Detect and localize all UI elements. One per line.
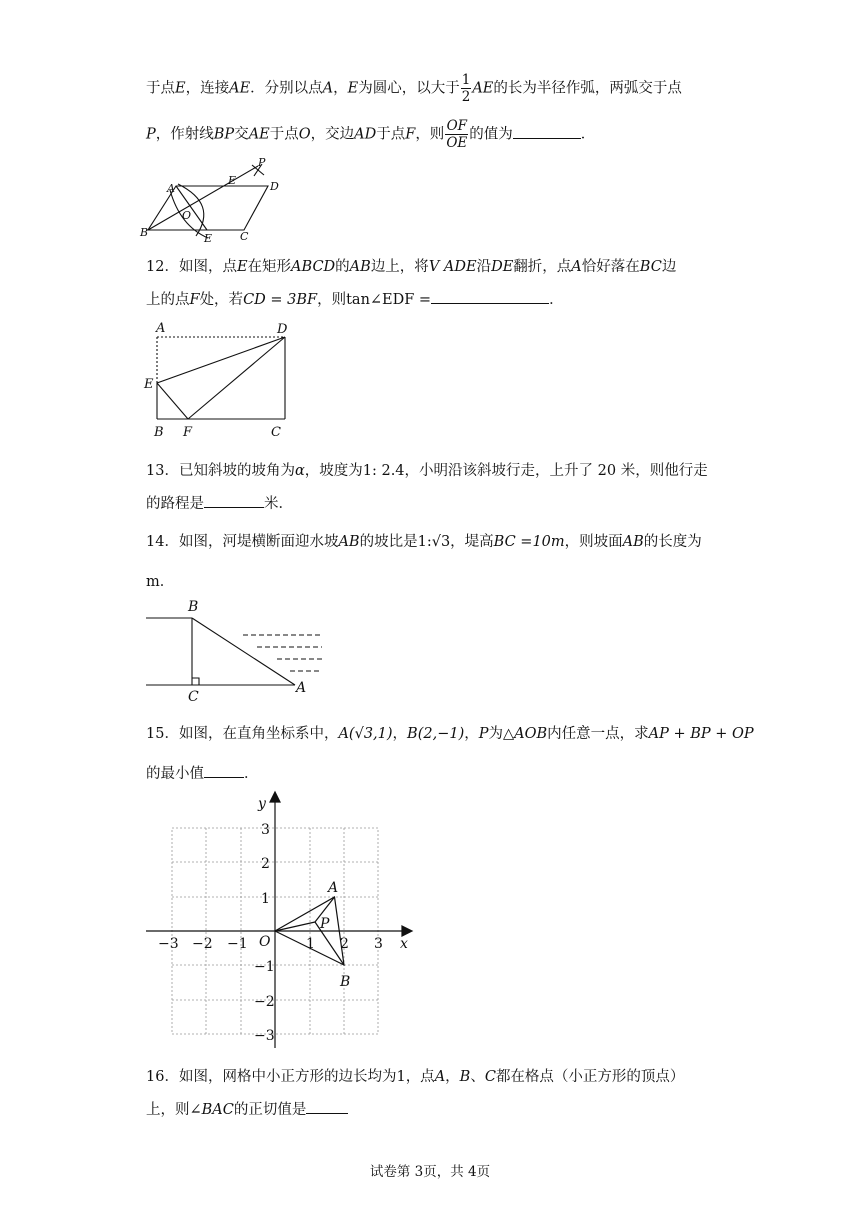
text: α bbox=[294, 463, 305, 479]
x-tick-label: −2 bbox=[192, 936, 213, 952]
text: 14．如图，河堤横断面迎水坡 bbox=[146, 534, 339, 550]
q15-line2 bbox=[146, 762, 259, 783]
text: AE bbox=[248, 126, 270, 143]
text: ， bbox=[333, 80, 348, 97]
y-tick-label: 3 bbox=[261, 822, 270, 838]
parallelogram-abcd bbox=[148, 186, 268, 230]
text: 1:√3 bbox=[417, 534, 451, 550]
text: 的值为 bbox=[469, 126, 513, 143]
q16-line2 bbox=[146, 1098, 348, 1119]
label-e-bottom: E bbox=[204, 232, 213, 245]
text: m． bbox=[146, 574, 175, 590]
text: 1 bbox=[396, 1069, 406, 1085]
y-tick-label: −3 bbox=[254, 1028, 275, 1044]
text: 16．如图，网格中小正方形的边长均为 bbox=[146, 1069, 397, 1085]
text: 上的点 bbox=[146, 292, 190, 308]
text: ，作射线 bbox=[155, 126, 214, 143]
label-e-top: E bbox=[228, 174, 237, 187]
q12-line2 bbox=[146, 288, 564, 309]
text: CD = 3BF bbox=[243, 292, 318, 308]
text: ∠BAC bbox=[189, 1102, 234, 1118]
text: F bbox=[189, 292, 200, 308]
text: B(2,−1) bbox=[407, 726, 465, 742]
text: △AOB bbox=[503, 726, 548, 742]
q16-line1 bbox=[146, 1065, 684, 1086]
label-a: A bbox=[296, 680, 307, 696]
q15-coordinate-figure bbox=[140, 786, 420, 1056]
text: E bbox=[175, 80, 186, 97]
text: 的长度为 bbox=[643, 534, 702, 550]
text: 13．已知斜坡的坡角为 bbox=[146, 463, 295, 479]
text: 恰好落在 bbox=[581, 259, 640, 275]
label-c: C bbox=[271, 425, 281, 440]
y-tick-label: −1 bbox=[254, 959, 275, 975]
text: O bbox=[298, 126, 311, 143]
text: ，则坡面 bbox=[564, 534, 623, 550]
label-a: A bbox=[167, 182, 175, 195]
q14-embankment-figure bbox=[140, 596, 330, 706]
text: 15．如图，在直角坐标系中， bbox=[146, 726, 339, 742]
label-y: y bbox=[258, 796, 266, 812]
text: 沿 bbox=[476, 259, 492, 275]
text: 内任意一点，求 bbox=[547, 726, 649, 742]
segment-ef bbox=[157, 383, 188, 419]
text: AP + BP + OP bbox=[648, 726, 754, 742]
x-tick-label: 1 bbox=[306, 936, 315, 952]
text: ．分别以点 bbox=[250, 80, 323, 97]
text: 的长为半径作弧，两弧交于点 bbox=[493, 80, 682, 97]
text: 的路程是 bbox=[146, 496, 204, 512]
answer-blank bbox=[431, 302, 549, 304]
text: 的最小值 bbox=[146, 766, 204, 782]
answer-blank bbox=[204, 506, 264, 508]
label-o: O bbox=[259, 934, 271, 950]
text: 1: 2.4 bbox=[362, 463, 405, 479]
label-a: A bbox=[328, 880, 339, 896]
y-tick-label: −2 bbox=[254, 994, 275, 1010]
label-b: B bbox=[154, 425, 164, 440]
x-tick-label: 2 bbox=[340, 936, 349, 952]
text: tan∠EDF = bbox=[346, 292, 432, 308]
text: ， bbox=[464, 726, 479, 742]
text: 上，则 bbox=[146, 1102, 190, 1118]
text: 边上，将 bbox=[370, 259, 429, 275]
text: ， bbox=[445, 1069, 460, 1085]
x-tick-label: 3 bbox=[374, 936, 383, 952]
text: E bbox=[236, 259, 248, 275]
answer-blank bbox=[306, 1112, 348, 1114]
right-angle-mark bbox=[192, 678, 199, 685]
text: 于点 bbox=[376, 126, 406, 143]
q13-line2 bbox=[146, 492, 293, 513]
text: 的坡比是 bbox=[359, 534, 418, 550]
label-o: O bbox=[182, 209, 192, 222]
text: ，则 bbox=[415, 126, 445, 143]
text: 为 bbox=[488, 726, 503, 742]
text: A bbox=[322, 80, 334, 97]
label-p: P bbox=[258, 156, 266, 169]
label-b: B bbox=[188, 599, 199, 615]
q13-line1 bbox=[146, 459, 708, 480]
label-d: D bbox=[277, 322, 288, 337]
text: 为圆心，以大于 bbox=[358, 80, 460, 97]
label-b: B bbox=[340, 974, 351, 990]
y-axis-arrow bbox=[270, 792, 280, 802]
text: 翻折，点 bbox=[513, 259, 572, 275]
q12-line1 bbox=[146, 255, 676, 276]
text: B bbox=[459, 1069, 471, 1085]
text: P bbox=[146, 126, 156, 143]
text: ． bbox=[244, 766, 259, 782]
text: AB bbox=[622, 534, 644, 550]
label-b: B bbox=[140, 226, 149, 239]
text: A(√3,1) bbox=[338, 726, 393, 742]
q11-line2 bbox=[146, 118, 595, 151]
text: AE bbox=[229, 80, 251, 97]
text: E bbox=[347, 80, 359, 97]
q12-rectangle-figure bbox=[140, 318, 300, 440]
text: V ADE bbox=[428, 259, 477, 275]
text: ，坡度为 bbox=[304, 463, 363, 479]
text: BP bbox=[213, 126, 235, 143]
text: DE bbox=[491, 259, 514, 275]
text: BC bbox=[639, 259, 662, 275]
slope-ab bbox=[192, 618, 295, 685]
text: AD bbox=[354, 126, 377, 143]
text: 都在格点（小正方形的顶点） bbox=[495, 1069, 685, 1085]
text: 在矩形 bbox=[247, 259, 292, 275]
page-footer: 试卷第 3页，共 4页 bbox=[369, 1164, 491, 1180]
text: ，连接 bbox=[185, 80, 230, 97]
q14-line2 bbox=[146, 570, 174, 591]
text: ． bbox=[549, 292, 564, 308]
text: 于点 bbox=[269, 126, 299, 143]
text: AB bbox=[338, 534, 360, 550]
y-tick-label: 2 bbox=[261, 856, 270, 872]
q11-line1 bbox=[146, 72, 682, 105]
segment-op bbox=[275, 922, 315, 931]
text: AB bbox=[349, 259, 371, 275]
q15-line1 bbox=[146, 722, 754, 743]
text: ，则 bbox=[317, 292, 347, 308]
text: 处，若 bbox=[199, 292, 244, 308]
label-c: C bbox=[188, 689, 199, 705]
text: ． bbox=[580, 126, 596, 143]
text: A bbox=[571, 259, 582, 275]
segment-ed bbox=[157, 337, 285, 383]
label-a: A bbox=[156, 321, 166, 336]
fraction-one-half: $\frac{1}{2}$ bbox=[461, 72, 471, 105]
text: 、 bbox=[470, 1069, 485, 1085]
text: 12．如图，点 bbox=[146, 259, 237, 275]
text: F bbox=[405, 126, 416, 143]
fraction-of-oe: $\frac{OF}{OE}$ bbox=[446, 118, 468, 151]
text: ，堤高 bbox=[450, 534, 494, 550]
x-tick-label: −1 bbox=[227, 936, 248, 952]
text: 于点 bbox=[146, 80, 175, 97]
label-e: E bbox=[144, 377, 154, 392]
x-axis-arrow bbox=[402, 926, 412, 936]
label-c: C bbox=[240, 230, 249, 243]
text: 交 bbox=[234, 126, 249, 143]
label-p: P bbox=[320, 916, 330, 932]
text: ，点 bbox=[405, 1069, 435, 1085]
text: ，交边 bbox=[310, 126, 355, 143]
label-d: D bbox=[270, 180, 279, 193]
text: 的 bbox=[335, 259, 350, 275]
text: P bbox=[478, 726, 489, 742]
text: A bbox=[434, 1069, 446, 1085]
text: ，小明沿该斜坡行走，上升了 20 米，则他行走 bbox=[404, 463, 708, 479]
text: ， bbox=[392, 726, 408, 742]
label-x: x bbox=[400, 936, 408, 952]
y-tick-label: 1 bbox=[261, 891, 270, 907]
text: AE bbox=[472, 80, 494, 97]
x-tick-label: −3 bbox=[158, 936, 179, 952]
answer-blank bbox=[513, 137, 581, 139]
text: 边 bbox=[661, 259, 677, 275]
text: ABCD bbox=[291, 259, 336, 275]
text: C bbox=[484, 1069, 496, 1085]
text: 米． bbox=[264, 496, 293, 512]
text: BC =10m bbox=[493, 534, 565, 550]
label-f: F bbox=[183, 425, 193, 440]
text: 的正切值是 bbox=[233, 1102, 307, 1118]
q11-parallelogram-figure bbox=[140, 156, 290, 246]
answer-blank bbox=[204, 776, 244, 778]
segment-fd bbox=[188, 337, 285, 419]
q14-line1 bbox=[146, 530, 702, 551]
